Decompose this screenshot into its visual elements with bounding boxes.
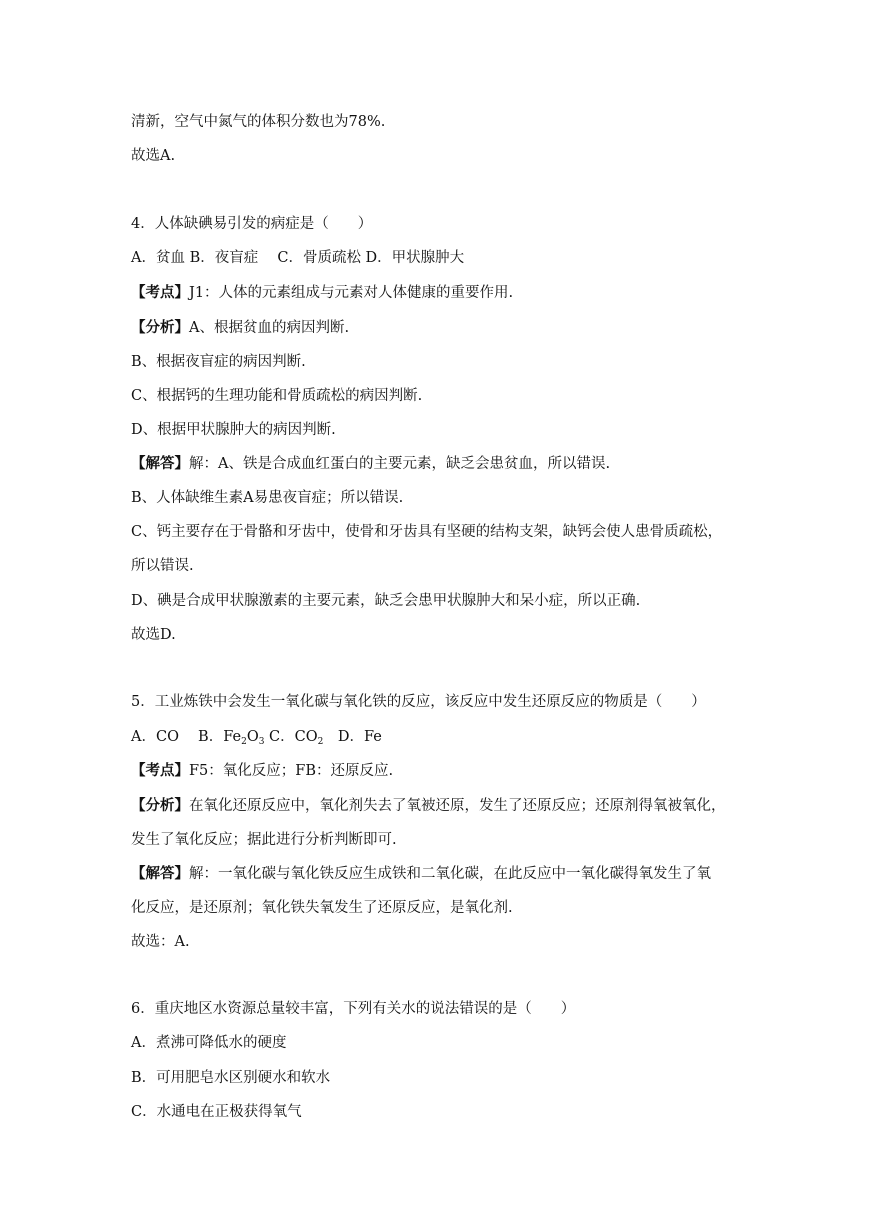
fenxi-text: A、根据贫血的病因判断. xyxy=(189,320,350,336)
q6-stem: 6．重庆地区水资源总量较丰富，下列有关水的说法错误的是（ ） xyxy=(131,1001,576,1017)
q4-jieda-c2: 所以错误. xyxy=(131,558,194,574)
q5-opt-c: C．CO xyxy=(264,729,318,745)
q5-opt-c-sub: 2 xyxy=(317,737,324,747)
fenxi-text: 在氧化还原反应中，氧化剂失去了氧被还原，发生了还原反应；还原剂得氧被氧化， xyxy=(189,798,726,814)
fenxi-tag: 【分析】 xyxy=(131,319,189,336)
q4-kaodian xyxy=(131,283,513,303)
q5-answer: 故选：A. xyxy=(131,934,190,950)
q4-jieda-b: B、人体缺维生素A易患夜盲症；所以错误. xyxy=(131,490,404,506)
q4-fenxi xyxy=(131,318,349,338)
q5-opt-b-sub2: 3 xyxy=(258,737,265,747)
q4-fenxi-d: D、根据甲状腺肿大的病因判断. xyxy=(131,422,336,438)
q5-jieda xyxy=(131,864,711,884)
jieda-tag: 【解答】 xyxy=(131,865,189,882)
q5-stem: 5．工业炼铁中会发生一氧化碳与氧化铁的反应，该反应中发生还原反应的物质是（ ） xyxy=(131,694,706,710)
q6-opt-a: A．煮沸可降低水的硬度 xyxy=(131,1035,287,1051)
intro-answer: 故选A. xyxy=(131,148,176,164)
q6-opt-b: B．可用肥皂水区别硬水和软水 xyxy=(131,1070,331,1086)
kaodian-tag: 【考点】 xyxy=(131,762,189,779)
q4-options: A．贫血 B．夜盲症 C．骨质疏松 D．甲状腺肿大 xyxy=(131,250,465,266)
q5-opt-b-o: O xyxy=(246,729,259,745)
intro-text: 清新，空气中氮气的体积分数也为78%. xyxy=(131,114,386,130)
q4-stem: 4．人体缺碘易引发的病症是（ ） xyxy=(131,216,373,232)
q6-opt-c: C．水通电在正极获得氧气 xyxy=(131,1104,302,1120)
q4-answer: 故选D. xyxy=(131,627,176,643)
q5-fenxi xyxy=(131,796,726,816)
kaodian-text: F5：氧化反应；FB：还原反应. xyxy=(189,763,394,779)
q4-jieda-d: D、碘是合成甲状腺激素的主要元素，缺乏会患甲状腺肿大和呆小症，所以正确. xyxy=(131,593,641,609)
q5-jieda-2: 化反应，是还原剂；氧化铁失氧发生了还原反应，是氧化剂. xyxy=(131,900,513,916)
jieda-text: 解：一氧化碳与氧化铁反应生成铁和二氧化碳，在此反应中一氧化碳得氧发生了氧 xyxy=(189,866,711,882)
q5-options xyxy=(131,727,382,752)
jieda-text: 解：A、铁是合成血红蛋白的主要元素，缺乏会患贫血，所以错误. xyxy=(189,456,611,472)
q5-fenxi-2: 发生了氧化反应；据此进行分析判断即可. xyxy=(131,832,397,848)
q4-fenxi-b: B、根据夜盲症的病因判断. xyxy=(131,354,306,370)
q5-opt-d: D．Fe xyxy=(323,729,382,745)
fenxi-tag: 【分析】 xyxy=(131,797,189,814)
kaodian-text: J1：人体的元素组成与元素对人体健康的重要作用. xyxy=(189,285,514,301)
q5-kaodian xyxy=(131,761,393,781)
q5-opt-b-sub1: 2 xyxy=(241,737,247,747)
q4-fenxi-c: C、根据钙的生理功能和骨质疏松的病因判断. xyxy=(131,388,423,404)
q5-opt-a: A．CO B．Fe xyxy=(131,729,242,745)
q4-jieda-c1: C、钙主要存在于骨骼和牙齿中，使骨和牙齿具有坚硬的结构支架，缺钙会使人患骨质疏松， xyxy=(131,524,723,540)
q4-jieda xyxy=(131,454,610,474)
jieda-tag: 【解答】 xyxy=(131,455,189,472)
kaodian-tag: 【考点】 xyxy=(131,284,189,301)
